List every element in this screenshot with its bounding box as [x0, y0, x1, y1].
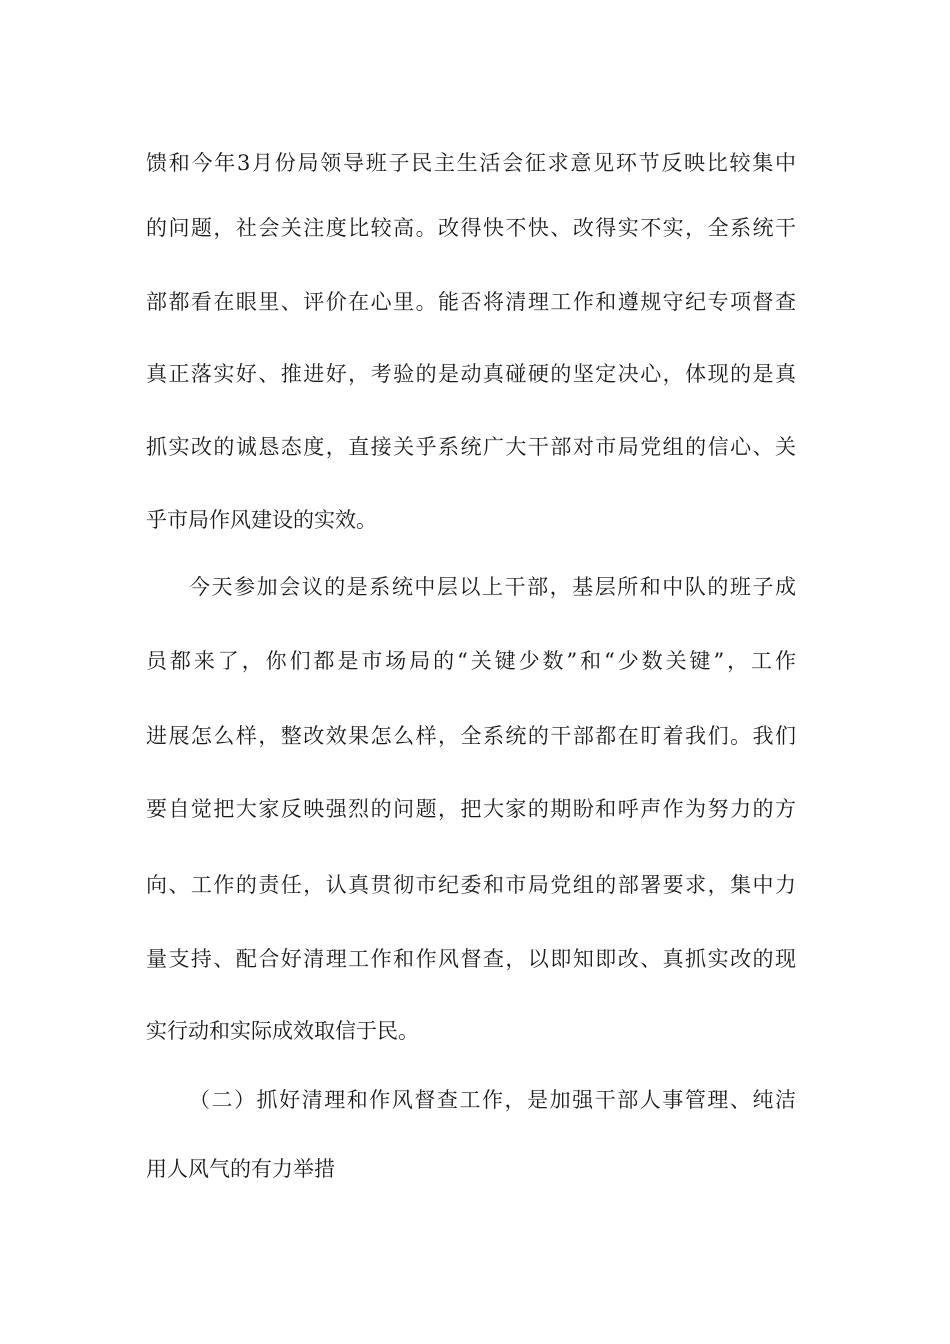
paragraph-line: 员都来了，你们都是市场局的“关键少数”和“少数关键”，工作: [146, 649, 796, 673]
paragraph-line: 今天参加会议的是系统中层以上干部，基层所和中队的班子成: [189, 575, 796, 599]
paragraph-line: 抓实改的诚恳态度，直接关乎系统广大干部对市局党组的信心、关: [146, 435, 796, 459]
paragraph-line: 进展怎么样，整改效果怎么样，全系统的干部都在盯着我们。我们: [146, 724, 796, 748]
section-heading-line: 用人风气的有力举措: [146, 1157, 335, 1181]
paragraph-line: 实行动和实际成效取信于民。: [146, 1019, 419, 1043]
paragraph-line: 的问题，社会关注度比较高。改得快不快、改得实不实，全系统干: [146, 216, 796, 240]
paragraph-line: 向、工作的责任，认真贯彻市纪委和市局党组的部署要求，集中力: [146, 873, 796, 897]
section-heading-line: （二）抓好清理和作风督查工作，是加强干部人事管理、纯洁: [189, 1088, 796, 1112]
paragraph-line: 馈和今年3月份局领导班子民主生活会征求意见环节反映比较集中: [146, 151, 796, 175]
paragraph-line: 量支持、配合好清理工作和作风督查，以即知即改、真抓实改的现: [146, 947, 796, 971]
paragraph-line: 真正落实好、推进好，考验的是动真碰硬的坚定决心，体现的是真: [146, 362, 796, 386]
paragraph-line: 要自觉把大家反映强烈的问题，把大家的期盼和呼声作为努力的方: [146, 797, 796, 821]
paragraph-line: 乎市局作风建设的实效。: [146, 508, 377, 532]
paragraph-line: 部都看在眼里、评价在心里。能否将清理工作和遵规守纪专项督查: [146, 290, 796, 314]
